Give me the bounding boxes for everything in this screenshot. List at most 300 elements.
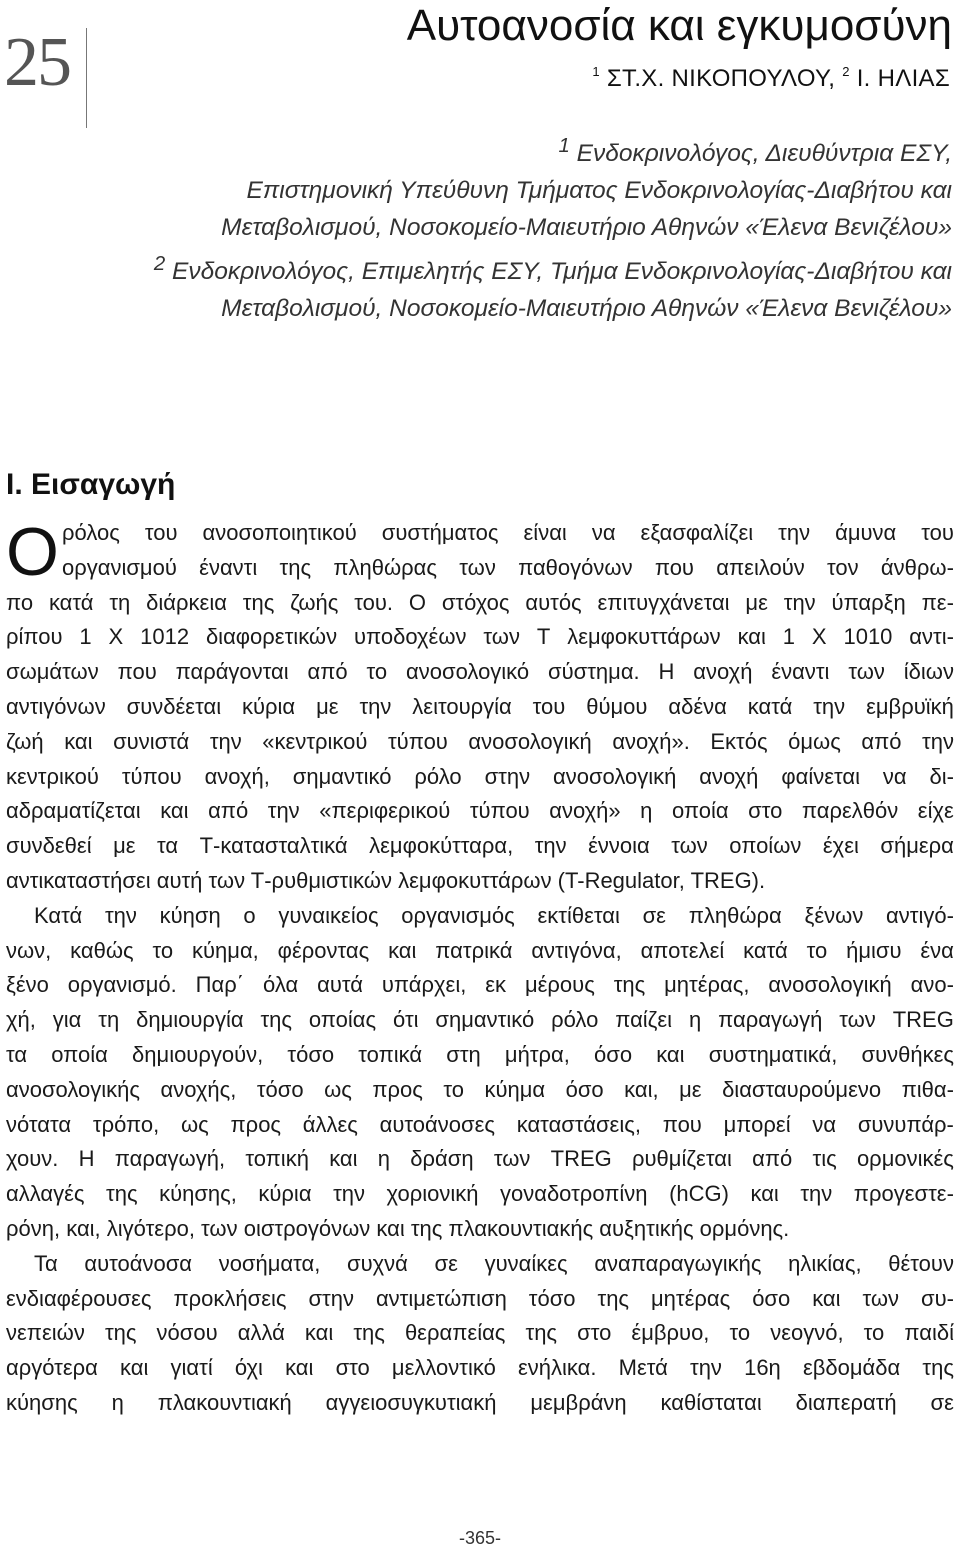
text-line bbox=[6, 586, 954, 621]
word: ρυθμίζεται bbox=[632, 1146, 732, 1172]
word: νεογνό, bbox=[770, 1320, 844, 1346]
text-line bbox=[6, 620, 954, 655]
word: έναντι bbox=[199, 554, 258, 580]
word: την bbox=[209, 728, 242, 754]
word: καθίσταται bbox=[660, 1389, 762, 1415]
word: γοναδοτροπίνη bbox=[499, 1181, 648, 1207]
word: εμβρυϊκή bbox=[866, 693, 954, 719]
word: είναι bbox=[523, 520, 567, 545]
word: πε- bbox=[921, 589, 954, 615]
text-line bbox=[6, 1038, 954, 1073]
word: σε bbox=[930, 1389, 954, 1415]
word: ανοχή bbox=[699, 763, 759, 789]
word: οποίων bbox=[729, 833, 802, 859]
word: την bbox=[922, 728, 954, 754]
word: έχει bbox=[822, 833, 859, 859]
word: προς bbox=[372, 1076, 423, 1102]
word: κύησης bbox=[6, 1389, 78, 1415]
word: τρόπο, bbox=[92, 1111, 160, 1137]
word: ανοχή» bbox=[549, 798, 621, 824]
word: την bbox=[104, 902, 137, 928]
word: της bbox=[613, 972, 646, 998]
word: ανοσολογικής bbox=[6, 1076, 140, 1102]
word: και bbox=[812, 1285, 841, 1311]
word: Εκτός bbox=[710, 728, 768, 754]
word: τον bbox=[827, 554, 859, 580]
affiliation-2-marker: 2 bbox=[153, 253, 166, 276]
text-line: αντικαταστήσει αυτή των Τ-ρυθμιστικών λεμφοκυττάρων (T-Regulator, TREG). bbox=[6, 867, 766, 893]
word: οργανισμός bbox=[401, 902, 515, 928]
word: 1 bbox=[782, 624, 796, 650]
affiliation-text: Ενδοκρινολόγος, Επιμελητής ΕΣΥ, Τμήμα Ενδοκρινολογίας-Διαβήτου και bbox=[171, 258, 952, 286]
word: για bbox=[52, 1007, 82, 1033]
word: τη bbox=[98, 1007, 120, 1033]
word: κύρια bbox=[258, 1181, 312, 1207]
word: την bbox=[267, 798, 300, 824]
word: όσο bbox=[594, 1041, 633, 1067]
word: τόσο bbox=[256, 1076, 304, 1102]
word: τοπική bbox=[245, 1146, 309, 1172]
word: λεμφοκυττάρων bbox=[567, 624, 721, 650]
word: ηλικίας, bbox=[788, 1250, 862, 1276]
word: οργανισμού bbox=[62, 554, 177, 580]
word: ανοχή, bbox=[204, 763, 270, 789]
word: η bbox=[640, 798, 653, 824]
word: στην bbox=[308, 1285, 354, 1311]
word: να bbox=[882, 763, 907, 789]
word: τύπου bbox=[469, 798, 530, 824]
word: Τ-κατασταλτικά bbox=[199, 833, 348, 859]
text-line bbox=[6, 934, 954, 969]
word: Χ bbox=[811, 624, 827, 650]
word: αντιμετώπιση bbox=[375, 1285, 507, 1311]
word: και bbox=[388, 937, 417, 963]
word: αγγειοσυγκυτιακή bbox=[325, 1389, 497, 1415]
word: συστηματικά, bbox=[708, 1041, 838, 1067]
word: την bbox=[534, 833, 567, 859]
word: που bbox=[662, 1111, 702, 1137]
word: δράση bbox=[410, 1146, 474, 1172]
page-title: Αυτοανοσία και εγκυμοσύνη bbox=[406, 1, 952, 50]
word: κατά bbox=[747, 693, 793, 719]
word: 1010 bbox=[843, 624, 893, 650]
word: οποίας bbox=[308, 1007, 377, 1033]
word: άλλες bbox=[302, 1111, 358, 1137]
affiliation-line bbox=[52, 128, 952, 172]
word: παθογόνων bbox=[518, 554, 633, 580]
word: έναντι bbox=[771, 659, 830, 685]
word: πο bbox=[6, 589, 34, 615]
word: ζωή bbox=[6, 728, 44, 754]
word: η bbox=[111, 1389, 124, 1415]
word: παραγωγή, bbox=[114, 1146, 226, 1172]
affiliation-line: Μεταβολισμού, Νοσοκομείο-Μαιευτήριο Αθηνών «Έλενα Βενιζέλου» bbox=[221, 214, 952, 242]
affiliation-line: Επιστημονική Υπεύθυνη Τμήματος Ενδοκρινολογίας-Διαβήτου και bbox=[246, 177, 952, 205]
word: γιατί bbox=[170, 1355, 213, 1381]
text-line bbox=[6, 794, 954, 829]
word: γυναικείος bbox=[278, 902, 379, 928]
word: θεραπείας bbox=[404, 1320, 506, 1346]
body-text bbox=[6, 516, 954, 1421]
word: τη bbox=[109, 589, 131, 615]
word: υποδοχέων bbox=[353, 624, 467, 650]
word: πλακουντιακή bbox=[157, 1389, 292, 1415]
word: της bbox=[525, 1320, 558, 1346]
word: ανοσολογική bbox=[768, 972, 892, 998]
word: πληθώρας bbox=[333, 554, 437, 580]
word: των bbox=[459, 554, 496, 580]
word: δημιουργία bbox=[136, 1007, 244, 1033]
word: συ- bbox=[921, 1285, 954, 1311]
word: αυτός bbox=[525, 589, 582, 615]
word: μελλοντικό bbox=[391, 1355, 496, 1381]
word: αντι- bbox=[909, 624, 954, 650]
word: ανο- bbox=[910, 972, 954, 998]
text-line bbox=[6, 551, 954, 586]
word: διασταυρούμενο bbox=[722, 1076, 882, 1102]
word: στόχος bbox=[441, 589, 510, 615]
word: κατά bbox=[48, 589, 94, 615]
affiliation-1-marker: 1 bbox=[558, 135, 570, 157]
text-line bbox=[6, 899, 954, 934]
authors-line bbox=[592, 58, 950, 93]
word: αδραματίζεται bbox=[6, 798, 141, 824]
word: δι- bbox=[929, 763, 954, 789]
text-line bbox=[6, 1177, 954, 1212]
text-line bbox=[6, 690, 954, 725]
word: ανοσολογική bbox=[468, 728, 592, 754]
word: σε bbox=[642, 902, 666, 928]
word: ήμισυ bbox=[846, 937, 902, 963]
word: προκλήσεις bbox=[173, 1285, 287, 1311]
word: νοσήματα, bbox=[218, 1250, 321, 1276]
word: που bbox=[654, 554, 694, 580]
word: και bbox=[656, 1041, 685, 1067]
word: διαπερατή bbox=[795, 1389, 897, 1415]
word: ρόλο bbox=[414, 763, 462, 789]
section-heading: Ι. Εισαγωγή bbox=[6, 468, 176, 501]
text-line: ρόνη, και, λιγότερο, των οιστρογόνων και της πλακουντιακής αυξητικής ορμόνης. bbox=[6, 1215, 790, 1241]
word: κύρια bbox=[242, 693, 296, 719]
word: της bbox=[597, 1285, 630, 1311]
word: όσο bbox=[752, 1285, 791, 1311]
word: γυναίκες bbox=[484, 1250, 568, 1276]
word: νόσου bbox=[156, 1320, 218, 1346]
word: χοριονική bbox=[386, 1181, 479, 1207]
word: εξασφαλίζει bbox=[640, 520, 754, 545]
text-line bbox=[6, 760, 954, 795]
word: παιδί bbox=[904, 1320, 954, 1346]
word: ανοχής, bbox=[160, 1076, 237, 1102]
word: το bbox=[443, 1076, 464, 1102]
word: νεπειών bbox=[6, 1320, 85, 1346]
word: διαφορετικών bbox=[205, 624, 338, 650]
word: και bbox=[120, 1355, 149, 1381]
word: που bbox=[117, 659, 157, 685]
word: δημιουργούν, bbox=[132, 1041, 264, 1067]
word: και bbox=[750, 1181, 779, 1207]
word: και, bbox=[624, 1076, 659, 1102]
word: αλλά bbox=[237, 1320, 285, 1346]
word: την bbox=[690, 1355, 722, 1381]
word: Ο bbox=[408, 589, 426, 615]
text-line bbox=[6, 1386, 954, 1421]
word: ανοχή». bbox=[612, 728, 690, 754]
author-2-name: Ι. ΗΛΙΑΣ bbox=[856, 65, 950, 92]
word: λεμφοκύτταρα, bbox=[369, 833, 514, 859]
word: τύπου bbox=[387, 728, 448, 754]
text-line bbox=[6, 516, 954, 551]
word: θύμου bbox=[586, 693, 648, 719]
word: το bbox=[806, 937, 828, 963]
word: ζωής bbox=[290, 589, 339, 615]
word: από bbox=[208, 798, 249, 824]
word: των bbox=[848, 659, 885, 685]
text-line bbox=[6, 1003, 954, 1038]
word: λειτουργία bbox=[412, 693, 512, 719]
word: με bbox=[113, 833, 136, 859]
word: με bbox=[679, 1076, 702, 1102]
word: ξένων bbox=[804, 902, 864, 928]
word: στο bbox=[335, 1355, 370, 1381]
affiliation-line: Μεταβολισμού, Νοσοκομείο-Μαιευτήριο Αθηνών «Έλενα Βενιζέλου» bbox=[221, 295, 952, 323]
word: αποτελεί bbox=[640, 937, 725, 963]
word: η bbox=[688, 1007, 702, 1033]
text-line bbox=[6, 1247, 954, 1282]
word: στο bbox=[748, 798, 783, 824]
word: μπορεί bbox=[723, 1111, 791, 1137]
text-line bbox=[6, 968, 954, 1003]
drop-cap: Ο bbox=[6, 514, 59, 590]
word: αδένα bbox=[668, 693, 727, 719]
word: του bbox=[921, 520, 954, 545]
word: παράγονται bbox=[175, 659, 289, 685]
word: της bbox=[922, 1355, 954, 1381]
word: των bbox=[839, 1007, 876, 1033]
word: του. bbox=[354, 589, 393, 615]
word: ανοχή bbox=[693, 659, 753, 685]
word: ορμονικές bbox=[856, 1146, 954, 1172]
word: Η bbox=[658, 659, 675, 685]
word: τύπου bbox=[121, 763, 182, 789]
text-line bbox=[6, 1142, 954, 1177]
word: εκτίθεται bbox=[537, 902, 620, 928]
word: 1 bbox=[79, 624, 92, 650]
word: της bbox=[242, 589, 275, 615]
word: της bbox=[279, 554, 312, 580]
word: το bbox=[152, 937, 174, 963]
text-line bbox=[6, 1073, 954, 1108]
word: πιθα- bbox=[901, 1076, 954, 1102]
word: 16η bbox=[744, 1355, 781, 1381]
word: μέρους bbox=[524, 972, 595, 998]
word: κύησης, bbox=[159, 1181, 237, 1207]
word: ανοσοποιητικού bbox=[202, 520, 357, 545]
word: τοπικά bbox=[358, 1041, 423, 1067]
word: οποία bbox=[51, 1041, 108, 1067]
word: του bbox=[144, 520, 178, 545]
word: ανοσολογική bbox=[552, 763, 677, 789]
word: και bbox=[285, 1355, 314, 1381]
word: (hCG) bbox=[669, 1181, 729, 1207]
word: εκ bbox=[485, 972, 507, 998]
word: Χ bbox=[108, 624, 124, 650]
chapter-divider bbox=[86, 28, 87, 128]
word: Μετά bbox=[618, 1355, 668, 1381]
word: αλλαγές bbox=[6, 1181, 85, 1207]
word: του bbox=[532, 693, 566, 719]
word: και bbox=[329, 1146, 358, 1172]
word: Παρ΄ bbox=[195, 972, 245, 998]
word: ίδιων bbox=[903, 659, 954, 685]
word: «περιφερικού bbox=[319, 798, 451, 824]
word: συνυπάρ- bbox=[857, 1111, 954, 1137]
word: 1012 bbox=[140, 624, 190, 650]
word: η bbox=[377, 1146, 391, 1172]
word: συστήματος bbox=[381, 520, 499, 545]
word: καθώς bbox=[70, 937, 134, 963]
word: όμως bbox=[788, 728, 841, 754]
word: ο bbox=[243, 902, 256, 928]
word: τα bbox=[157, 833, 179, 859]
word: φέροντας bbox=[277, 937, 370, 963]
text-line bbox=[6, 655, 954, 690]
word: το bbox=[729, 1320, 751, 1346]
word: Κατά bbox=[34, 902, 83, 928]
word: την bbox=[813, 693, 846, 719]
word: απειλούν bbox=[716, 554, 805, 580]
word: από bbox=[752, 1146, 793, 1172]
word: στο bbox=[577, 1320, 612, 1346]
word: ότι bbox=[393, 1007, 419, 1033]
word: άνθρω- bbox=[880, 554, 954, 580]
text-line bbox=[6, 1108, 954, 1143]
word: μητέρας, bbox=[664, 972, 750, 998]
word: «κεντρικού bbox=[262, 728, 368, 754]
word: από bbox=[861, 728, 902, 754]
text-line bbox=[6, 1316, 954, 1351]
word: συνδεθεί bbox=[6, 833, 92, 859]
word: μεμβράνη bbox=[530, 1389, 627, 1415]
word: Τ bbox=[536, 624, 551, 650]
word: στην bbox=[484, 763, 531, 789]
word: σωμάτων bbox=[6, 659, 99, 685]
word: διάρκεια bbox=[146, 589, 227, 615]
word: έννοια bbox=[588, 833, 650, 859]
word: της bbox=[260, 1007, 292, 1033]
word: ενδιαφέρουσες bbox=[6, 1285, 152, 1311]
word: προγεστε- bbox=[853, 1181, 954, 1207]
word: το bbox=[366, 659, 388, 685]
text-line bbox=[6, 725, 954, 760]
word: νων, bbox=[6, 937, 52, 963]
word: το bbox=[863, 1320, 885, 1346]
word: κύηση bbox=[159, 902, 221, 928]
word: παραγωγή bbox=[718, 1007, 823, 1033]
word: ξένο bbox=[6, 972, 49, 998]
word: καταστάσεις, bbox=[516, 1111, 641, 1137]
word: Η bbox=[78, 1146, 95, 1172]
word: πατρικά bbox=[435, 937, 513, 963]
word: κύημα bbox=[484, 1076, 546, 1102]
word: ένα bbox=[920, 937, 954, 963]
text-line bbox=[6, 1351, 954, 1386]
word: κύημα, bbox=[192, 937, 259, 963]
word: και bbox=[737, 624, 766, 650]
word: και bbox=[304, 1320, 334, 1346]
author-2-marker: 2 bbox=[842, 64, 850, 79]
word: έμβρυο, bbox=[631, 1320, 710, 1346]
word: Τα bbox=[34, 1250, 58, 1276]
word: αναπαραγωγικής bbox=[594, 1250, 762, 1276]
word: αυτοάνοσα bbox=[84, 1250, 193, 1276]
word: συχνά bbox=[347, 1250, 408, 1276]
word: με bbox=[316, 693, 339, 719]
word: σημαντικό bbox=[435, 1007, 535, 1033]
word: παρελθόν bbox=[801, 798, 899, 824]
word: συνδέεται bbox=[126, 693, 222, 719]
word: κατά bbox=[743, 937, 788, 963]
word: χουν. bbox=[6, 1146, 59, 1172]
word: και bbox=[160, 798, 189, 824]
word: την bbox=[783, 589, 816, 615]
word: τα bbox=[6, 1041, 28, 1067]
word: πληθώρα bbox=[688, 902, 782, 928]
word: στη bbox=[446, 1041, 481, 1067]
word: παίζει bbox=[615, 1007, 673, 1033]
word: φαίνεται bbox=[781, 763, 860, 789]
word: σύστημα. bbox=[548, 659, 640, 685]
word: με bbox=[745, 589, 768, 615]
word: είχε bbox=[917, 798, 954, 824]
word: άμυνα bbox=[835, 520, 897, 545]
word: τόσο bbox=[528, 1285, 576, 1311]
word: σημαντικό bbox=[292, 763, 392, 789]
text-line bbox=[6, 829, 954, 864]
word: την bbox=[778, 520, 811, 545]
word: επιτυγχάνεται bbox=[597, 589, 730, 615]
word: τόσο bbox=[287, 1041, 335, 1067]
word: μητέρας bbox=[650, 1285, 731, 1311]
chapter-number: 25 bbox=[4, 24, 70, 101]
word: υπάρχει, bbox=[381, 972, 467, 998]
word: των bbox=[493, 1146, 531, 1172]
word: χή, bbox=[6, 1007, 36, 1033]
word: των bbox=[671, 833, 708, 859]
word: ύπαρξη bbox=[831, 589, 906, 615]
author-1-marker: 1 bbox=[592, 64, 600, 79]
word: οποία bbox=[671, 798, 729, 824]
word: θέτουν bbox=[888, 1250, 954, 1276]
word: ρόλο bbox=[551, 1007, 599, 1033]
word: αργότερα bbox=[6, 1355, 98, 1381]
word: των bbox=[483, 624, 520, 650]
author-1-name: ΣΤ.Χ. ΝΙΚΟΠΟΥΛΟΥ, bbox=[606, 65, 836, 92]
word: TREG bbox=[550, 1146, 612, 1172]
affiliations bbox=[52, 128, 952, 327]
word: και bbox=[64, 728, 93, 754]
word: να bbox=[591, 520, 616, 545]
affiliation-line bbox=[52, 246, 952, 290]
word: τις bbox=[812, 1146, 837, 1172]
word: αντιγόνων bbox=[6, 693, 106, 719]
word: νότατα bbox=[6, 1111, 72, 1137]
word: την bbox=[800, 1181, 833, 1207]
page-number: -365- bbox=[458, 1528, 502, 1548]
word: οργανισμό. bbox=[67, 972, 177, 998]
word: αυτά bbox=[317, 972, 363, 998]
word: σήμερα bbox=[880, 833, 954, 859]
